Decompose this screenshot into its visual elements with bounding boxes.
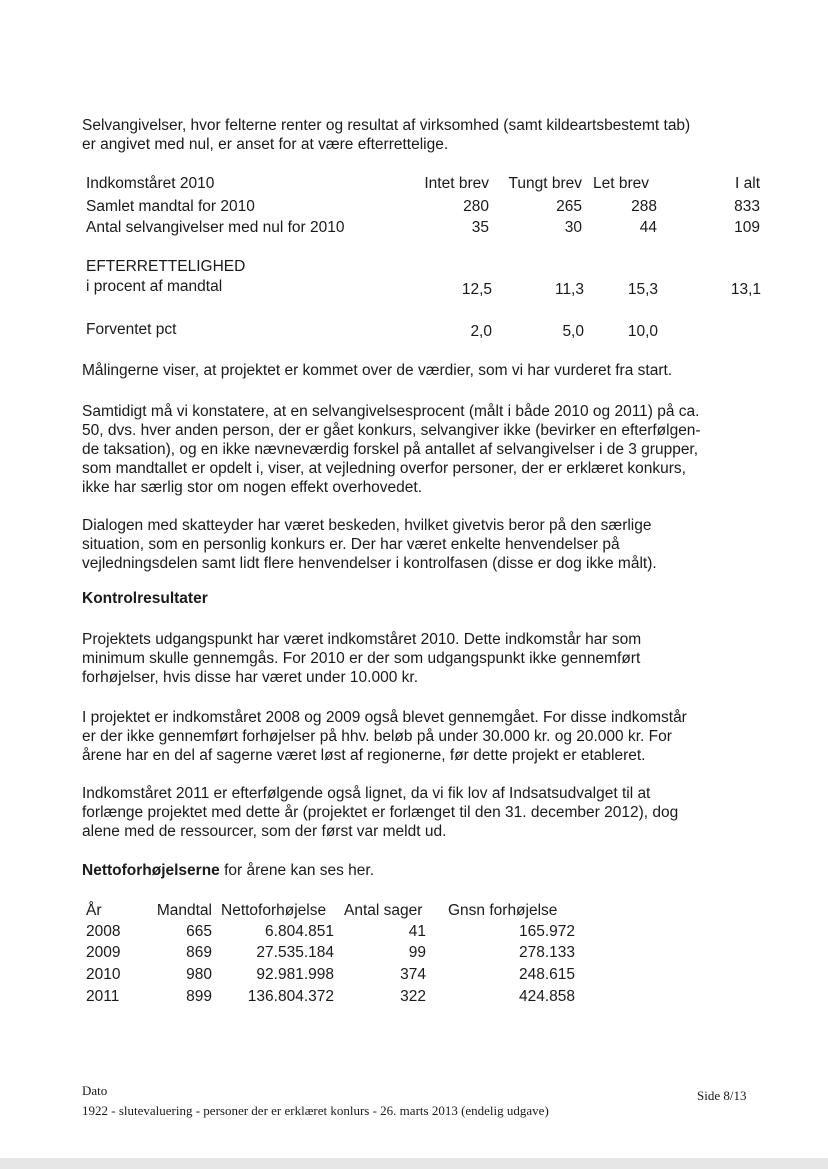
table2-cell: 27.535.184 bbox=[256, 944, 334, 961]
forventet-value: 10,0 bbox=[627, 323, 658, 340]
table1-row-label: Antal selvangivelser med nul for 2010 bbox=[86, 219, 345, 236]
table2-cell: 374 bbox=[400, 966, 426, 983]
paragraph-maalingerne: Målingerne viser, at projektet er kommet over de værdier, som vi har vurderet fra start. bbox=[82, 362, 673, 379]
nettoforhoejelserne-rest: for årene kan ses her. bbox=[219, 862, 375, 879]
efterrettelighed-value: 12,5 bbox=[461, 281, 492, 298]
efterrettelighed-value: 11,3 bbox=[554, 281, 584, 298]
table2-cell: 980 bbox=[186, 966, 212, 983]
intro-paragraph: Selvangivelser, hvor felterne renter og resultat af virksomhed (samt kildeartsbestemt tab) er angivet med nul, er anset for at være efterrettelige. bbox=[82, 117, 691, 153]
table2-cell-year: 2008 bbox=[86, 923, 121, 940]
table2-cell: 424.858 bbox=[518, 988, 575, 1005]
table1-cell: 833 bbox=[734, 198, 760, 215]
nettoforhoejelserne-bold: Nettoforhøjelserne bbox=[82, 862, 220, 879]
forventet-label: Forventet pct bbox=[86, 321, 177, 338]
table2-cell-year: 2010 bbox=[86, 966, 121, 983]
table2-cell: 278.133 bbox=[518, 944, 575, 961]
table1-cell: 30 bbox=[564, 219, 582, 236]
table2-cell: 99 bbox=[408, 944, 426, 961]
efterrettelighed-value: 15,3 bbox=[627, 281, 658, 298]
table2-cell: 322 bbox=[400, 988, 426, 1005]
table1-header-let: Let brev bbox=[593, 175, 650, 192]
table1-header-ialt: I alt bbox=[735, 175, 760, 192]
table2-cell: 92.981.998 bbox=[256, 966, 334, 983]
table2-header-aar: År bbox=[86, 902, 102, 919]
table2-header-gnsn: Gnsn forhøjelse bbox=[448, 902, 558, 919]
paragraph-dialogen: Dialogen med skatteyder har været beskeden, hvilket givetvis beror på den særlige situation, som en personlig konkurs er. Der har været enkelte henvendelser på vejledningsdelen samt lidt flere henvendelser i kontrolfasen (disse er dog ikke målt). bbox=[82, 517, 657, 572]
scan-bottom-edge bbox=[0, 1158, 828, 1169]
footer-page-number: Side 8/13 bbox=[697, 1088, 747, 1103]
table2-cell: 248.615 bbox=[518, 966, 575, 983]
paragraph-samtidigt: Samtidigt må vi konstatere, at en selvangivelsesprocent (målt i både 2010 og 2011) på ca. 50, dvs. hver anden person, der er gået konkurs, selvangiver ikke (bevirker en efterfølgen- de taksation), og en ikke nævneværdig forskel på antallet af selvangivelser i de 3 grupper, som mandtallet er opdelt i, viser, at vejledning overfor personer, der er erklæret konkurs, ikke har særlig stor om nogen effekt overhovedet. bbox=[82, 403, 701, 496]
table1-cell: 109 bbox=[734, 219, 760, 236]
table1-cell: 44 bbox=[639, 219, 657, 236]
table1-cell: 265 bbox=[556, 198, 582, 215]
forventet-value: 5,0 bbox=[562, 323, 584, 340]
table2-cell: 136.804.372 bbox=[247, 988, 334, 1005]
table2-cell: 41 bbox=[408, 923, 426, 940]
footer-document-title: 1922 - slutevaluering - personer der er erklæret konlurs - 26. marts 2013 (endelig udgave) bbox=[82, 1103, 549, 1118]
table1-header-intet: Intet brev bbox=[424, 175, 489, 192]
footer-dato: Dato bbox=[82, 1083, 108, 1098]
table2-header-mandtal: Mandtal bbox=[156, 902, 212, 919]
paragraph-indkomstaaret-2011: Indkomståret 2011 er efterfølgende også lignet, da vi fik lov af Indsatsudvalget til at forlænge projektet med dette år (projektet er forlænget til den 31. december 2012), dog alene med de ressourcer, som der først var meldt ud. bbox=[82, 785, 679, 840]
table2-cell: 869 bbox=[186, 944, 212, 961]
table1-row-label: Samlet mandtal for 2010 bbox=[86, 198, 255, 215]
table1-header-tungt: Tungt brev bbox=[508, 175, 582, 192]
section-heading-kontrolresultater: Kontrolresultater bbox=[82, 590, 208, 607]
table2-header-antal: Antal sager bbox=[344, 902, 423, 919]
forventet-value: 2,0 bbox=[470, 323, 492, 340]
table2-header-netto: Nettoforhøjelse bbox=[221, 902, 327, 919]
paragraph-nettoforhoejelserne bbox=[82, 861, 762, 880]
table2-cell: 899 bbox=[186, 988, 212, 1005]
table2-cell-year: 2011 bbox=[86, 988, 120, 1005]
table1-cell: 288 bbox=[631, 198, 657, 215]
table2-cell-year: 2009 bbox=[86, 944, 121, 961]
efterrettelighed-value: 13,1 bbox=[730, 281, 761, 298]
efterrettelighed-sublabel: i procent af mandtal bbox=[86, 278, 223, 295]
efterrettelighed-label: EFTERRETTELIGHED bbox=[86, 258, 246, 275]
table1-cell: 280 bbox=[463, 198, 489, 215]
table1-cell: 35 bbox=[471, 219, 489, 236]
paragraph-i-projektet: I projektet er indkomståret 2008 og 2009 også blevet gennemgået. For disse indkomstår er der ikke gennemført forhøjelser på hhv. beløb på under 30.000 kr. og 20.000 kr. For årene har en del af sagerne været løst af regionerne, før dette projekt er etableret. bbox=[82, 709, 687, 764]
table2-cell: 6.804.851 bbox=[265, 923, 334, 940]
table2-cell: 665 bbox=[186, 923, 212, 940]
paragraph-projektets: Projektets udgangspunkt har været indkomståret 2010. Dette indkomstår har som minimum skulle gennemgås. For 2010 er der som udgangspunkt ikke gennemført forhøjelser, hvis disse har været under 10.000 kr. bbox=[82, 631, 642, 686]
table1-header-label: Indkomståret 2010 bbox=[86, 175, 215, 192]
table2-cell: 165.972 bbox=[518, 923, 575, 940]
